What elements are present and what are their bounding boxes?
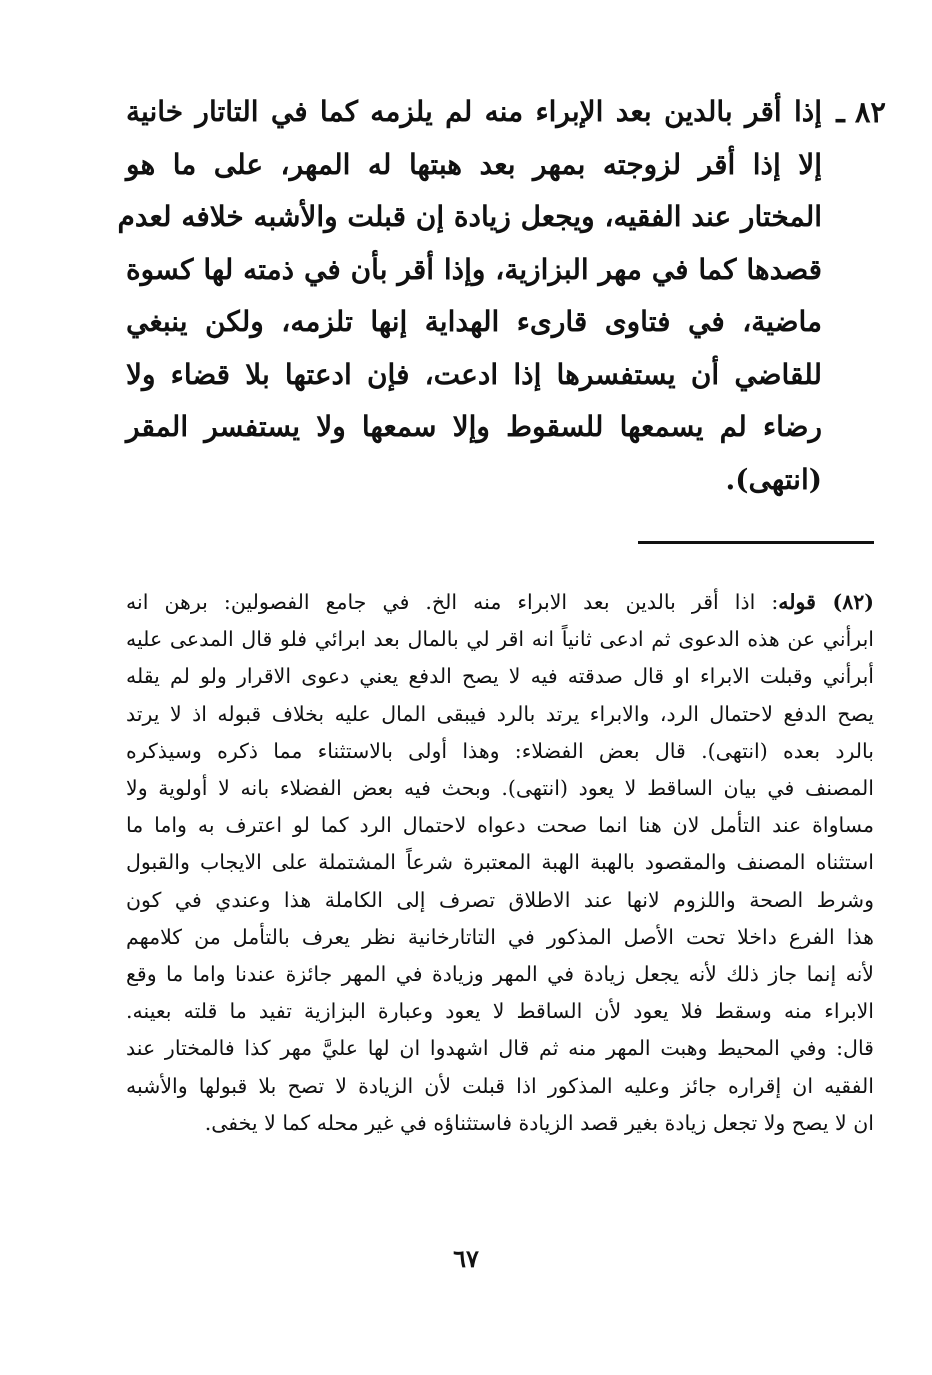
footnote-first-line-text: : اذا أقر بالدين بعد الابراء منه الخ. في جامع الفصولين: برهن انه <box>126 590 779 614</box>
footnote-line: مساواة عند التأمل لان هنا انما صحت دعواه لاحتمال الرد كما لو اعترف به واما ما <box>126 813 874 838</box>
footnote-line: أبرأني وقبلت الابراء او قال صدقته فيه لا يصح الدفع يعني دعوى الاقرار ولو لم يقله <box>126 664 874 689</box>
main-line: (انتهى). <box>725 462 822 496</box>
footnote-label: (٨٢) قوله <box>778 590 874 614</box>
footnote-divider <box>638 541 874 544</box>
paragraph-number: ٨٢ ـ <box>836 95 886 129</box>
footnote-line: ابرأني عن هذه الدعوى ثم ادعى ثانياً انه اقر لي بالمال بعد ابرائي فلو قال المدعى عليه <box>126 627 874 652</box>
main-line: المختار عند الفقيه، ويجعل زيادة إن قبلت والأشبه خلافه لعدم <box>117 200 822 233</box>
main-text <box>117 86 856 506</box>
page-number: ٦٧ <box>453 1244 479 1273</box>
main-line: إذا أقر بالدين بعد الإبراء منه لم يلزمه كما في التاتار خانية <box>126 95 822 128</box>
footnote-line: الفقيه ان إقراره جائز وعليه المذكور اذا قبلت لأن الزيادة لا تصح بلا قبولها والأشبه <box>126 1073 874 1098</box>
main-paragraph <box>117 86 886 506</box>
footnote-line: الابراء منه وسقط فلا يعود لأن الساقط لا يعود وعبارة البزازية تفيد ما قلته بعينه. <box>126 999 874 1024</box>
footnote-line <box>126 584 874 621</box>
footnote-line: يصح الدفع لاحتمال الرد، والابراء يرتد بالرد فيبقى المال عليه بخلاف قبوله اذ لا يرتد <box>126 701 874 726</box>
footnote-line: لأنه إنما جاز ذلك لأنه يجعل زيادة في المهر وزيادة في المهر جائزة عندنا واما ما وقع <box>126 962 874 987</box>
main-line: قصدها كما في مهر البزازية، وإذا أقر بأن في ذمته لها كسوة <box>126 252 822 286</box>
main-line: إلا إذا أقر لزوجته بمهر بعد هبتها له المهر، على ما هو <box>126 147 822 181</box>
footnote-line: استثناه المصنف والمقصود بالهبة الهبة المعتبرة شرعاً المشتملة على الايجاب والقبول <box>126 850 874 875</box>
main-line: للقاضي أن يستفسرها إذا ادعت، فإن ادعتها بلا قضاء ولا <box>126 357 822 391</box>
footnote-line: هذا الفرع داخلا تحت الأصل المذكور في التاتارخانية نظر يعرف بالتأمل من كلامهم <box>126 924 874 949</box>
footnote-line: وشرط الصحة واللزوم لانها عند الاطلاق تصرف إلى الكاملة هذا وعندي في كون <box>126 887 874 912</box>
footnote <box>126 584 874 1142</box>
footnote-line: بالرد بعده (انتهى). قال بعض الفضلاء: وهذا أولى بالاستثناء مما ذكره وسيذكره <box>126 738 874 763</box>
main-line: رضاء لم يسمعها للسقوط وإلا سمعها ولا يستفسر المقر <box>126 410 822 443</box>
footnote-line: قال: وفي المحيط وهبت المهر منه ثم قال اشهدوا ان لها عليَّ مهر كذا فالمختار عند <box>126 1036 874 1061</box>
main-line: ماضية، في فتاوى قارىء الهداية إنها تلزمه، ولكن ينبغي <box>126 305 822 338</box>
footnote-line: ان لا يصح ولا تجعل زيادة بغير قصد الزيادة فاستثناؤه في غير محله كما لا يخفى. <box>204 1110 874 1135</box>
footnote-line: المصنف في بيان الساقط لا يعود (انتهى). وبحث فيه بعض الفضلاء بانه لا أولوية ولا <box>126 776 874 801</box>
